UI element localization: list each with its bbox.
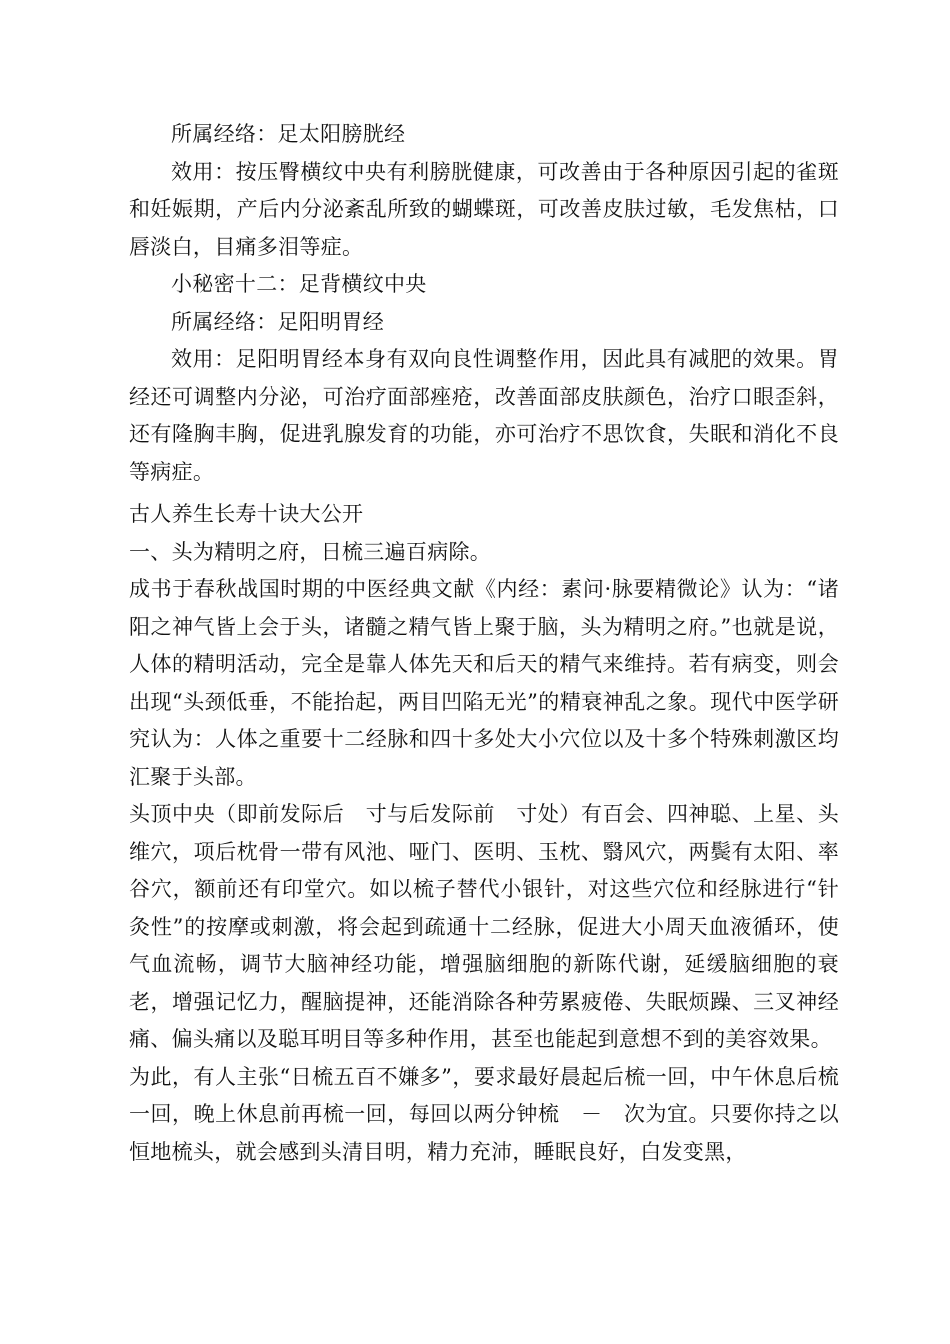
indented-section (129, 116, 839, 491)
section-title: 古人养生长寿十诀大公开 (129, 502, 364, 526)
combing-advice-paragraph: 为此，有人主张“日梳五百不嫌多”，要求最好晨起后梳一回，中午休息后梳一回，晚上休息前再梳一回，每回以两分钟梳 － 次为宜。只要你持之以恒地梳头，就会感到头清目明，精力充沛，睡眠良好，白发变黑， (129, 1064, 839, 1164)
effect-paragraph-1: 效用：按压臀横纹中央有利膀胱健康，可改善由于各种原因引起的雀斑和妊娠期，产后内分泌紊乱所致的蝴蝶斑，可改善皮肤过敏，毛发焦枯，口唇淡白，目痛多泪等症。 (129, 159, 839, 259)
meridian-line-1: 所属经络：足太阳膀胱经 (171, 122, 406, 146)
flush-section (129, 496, 839, 1171)
secret-twelve-heading: 小秘密十二：足背横纹中央 (171, 272, 427, 296)
acupoints-paragraph: 头顶中央（即前发际后 寸与后发际前 寸处）有百会、四神聪、上星、头维穴，项后枕骨一带有风池、哑门、医明、玉枕、翳风穴，两鬓有太阳、率谷穴，额前还有印堂穴。如以梳子替代小银针，对这些穴位和经脉进行“针灸性”的按摩或刺激，将会起到疏通十二经脉，促进大小周天血液循环，使气血流畅，调节大脑神经功能，增强脑细胞的新陈代谢，延缓脑细胞的衰老，增强记忆力，醒脑提神，还能消除各种劳累疲倦、失眠烦躁、三叉神经痛、偏头痛以及聪耳明目等多种作用，甚至也能起到意想不到的美容效果。 (129, 802, 839, 1051)
rule-one-heading: 一、头为精明之府，日梳三遍百病除。 (129, 539, 492, 564)
effect-paragraph-2: 效用：足阳明胃经本身有双向良性调整作用，因此具有减肥的效果。胃经还可调整内分泌，可治疗面部痤疮，改善面部皮肤颜色，治疗口眼歪斜，还有隆胸丰胸，促进乳腺发育的功能，亦可治疗不思饮食，失眠和消化不良等病症。 (129, 347, 839, 484)
classic-text-paragraph: 成书于春秋战国时期的中医经典文献《内经：素问·脉要精微论》认为：“诸阳之神气皆上会于头，诸髓之精气皆上聚于脑，头为精明之府。”也就是说，人体的精明活动，完全是靠人体先天和后天的精气来维持。若有病变，则会出现“头颈低垂，不能抬起，两目凹陷无光”的精衰神乱之象。现代中医学研究认为：人体之重要十二经脉和四十多处大小穴位以及十多个特殊刺激区均汇聚于头部。 (129, 577, 839, 789)
meridian-line-2: 所属经络：足阳明胃经 (171, 309, 384, 334)
